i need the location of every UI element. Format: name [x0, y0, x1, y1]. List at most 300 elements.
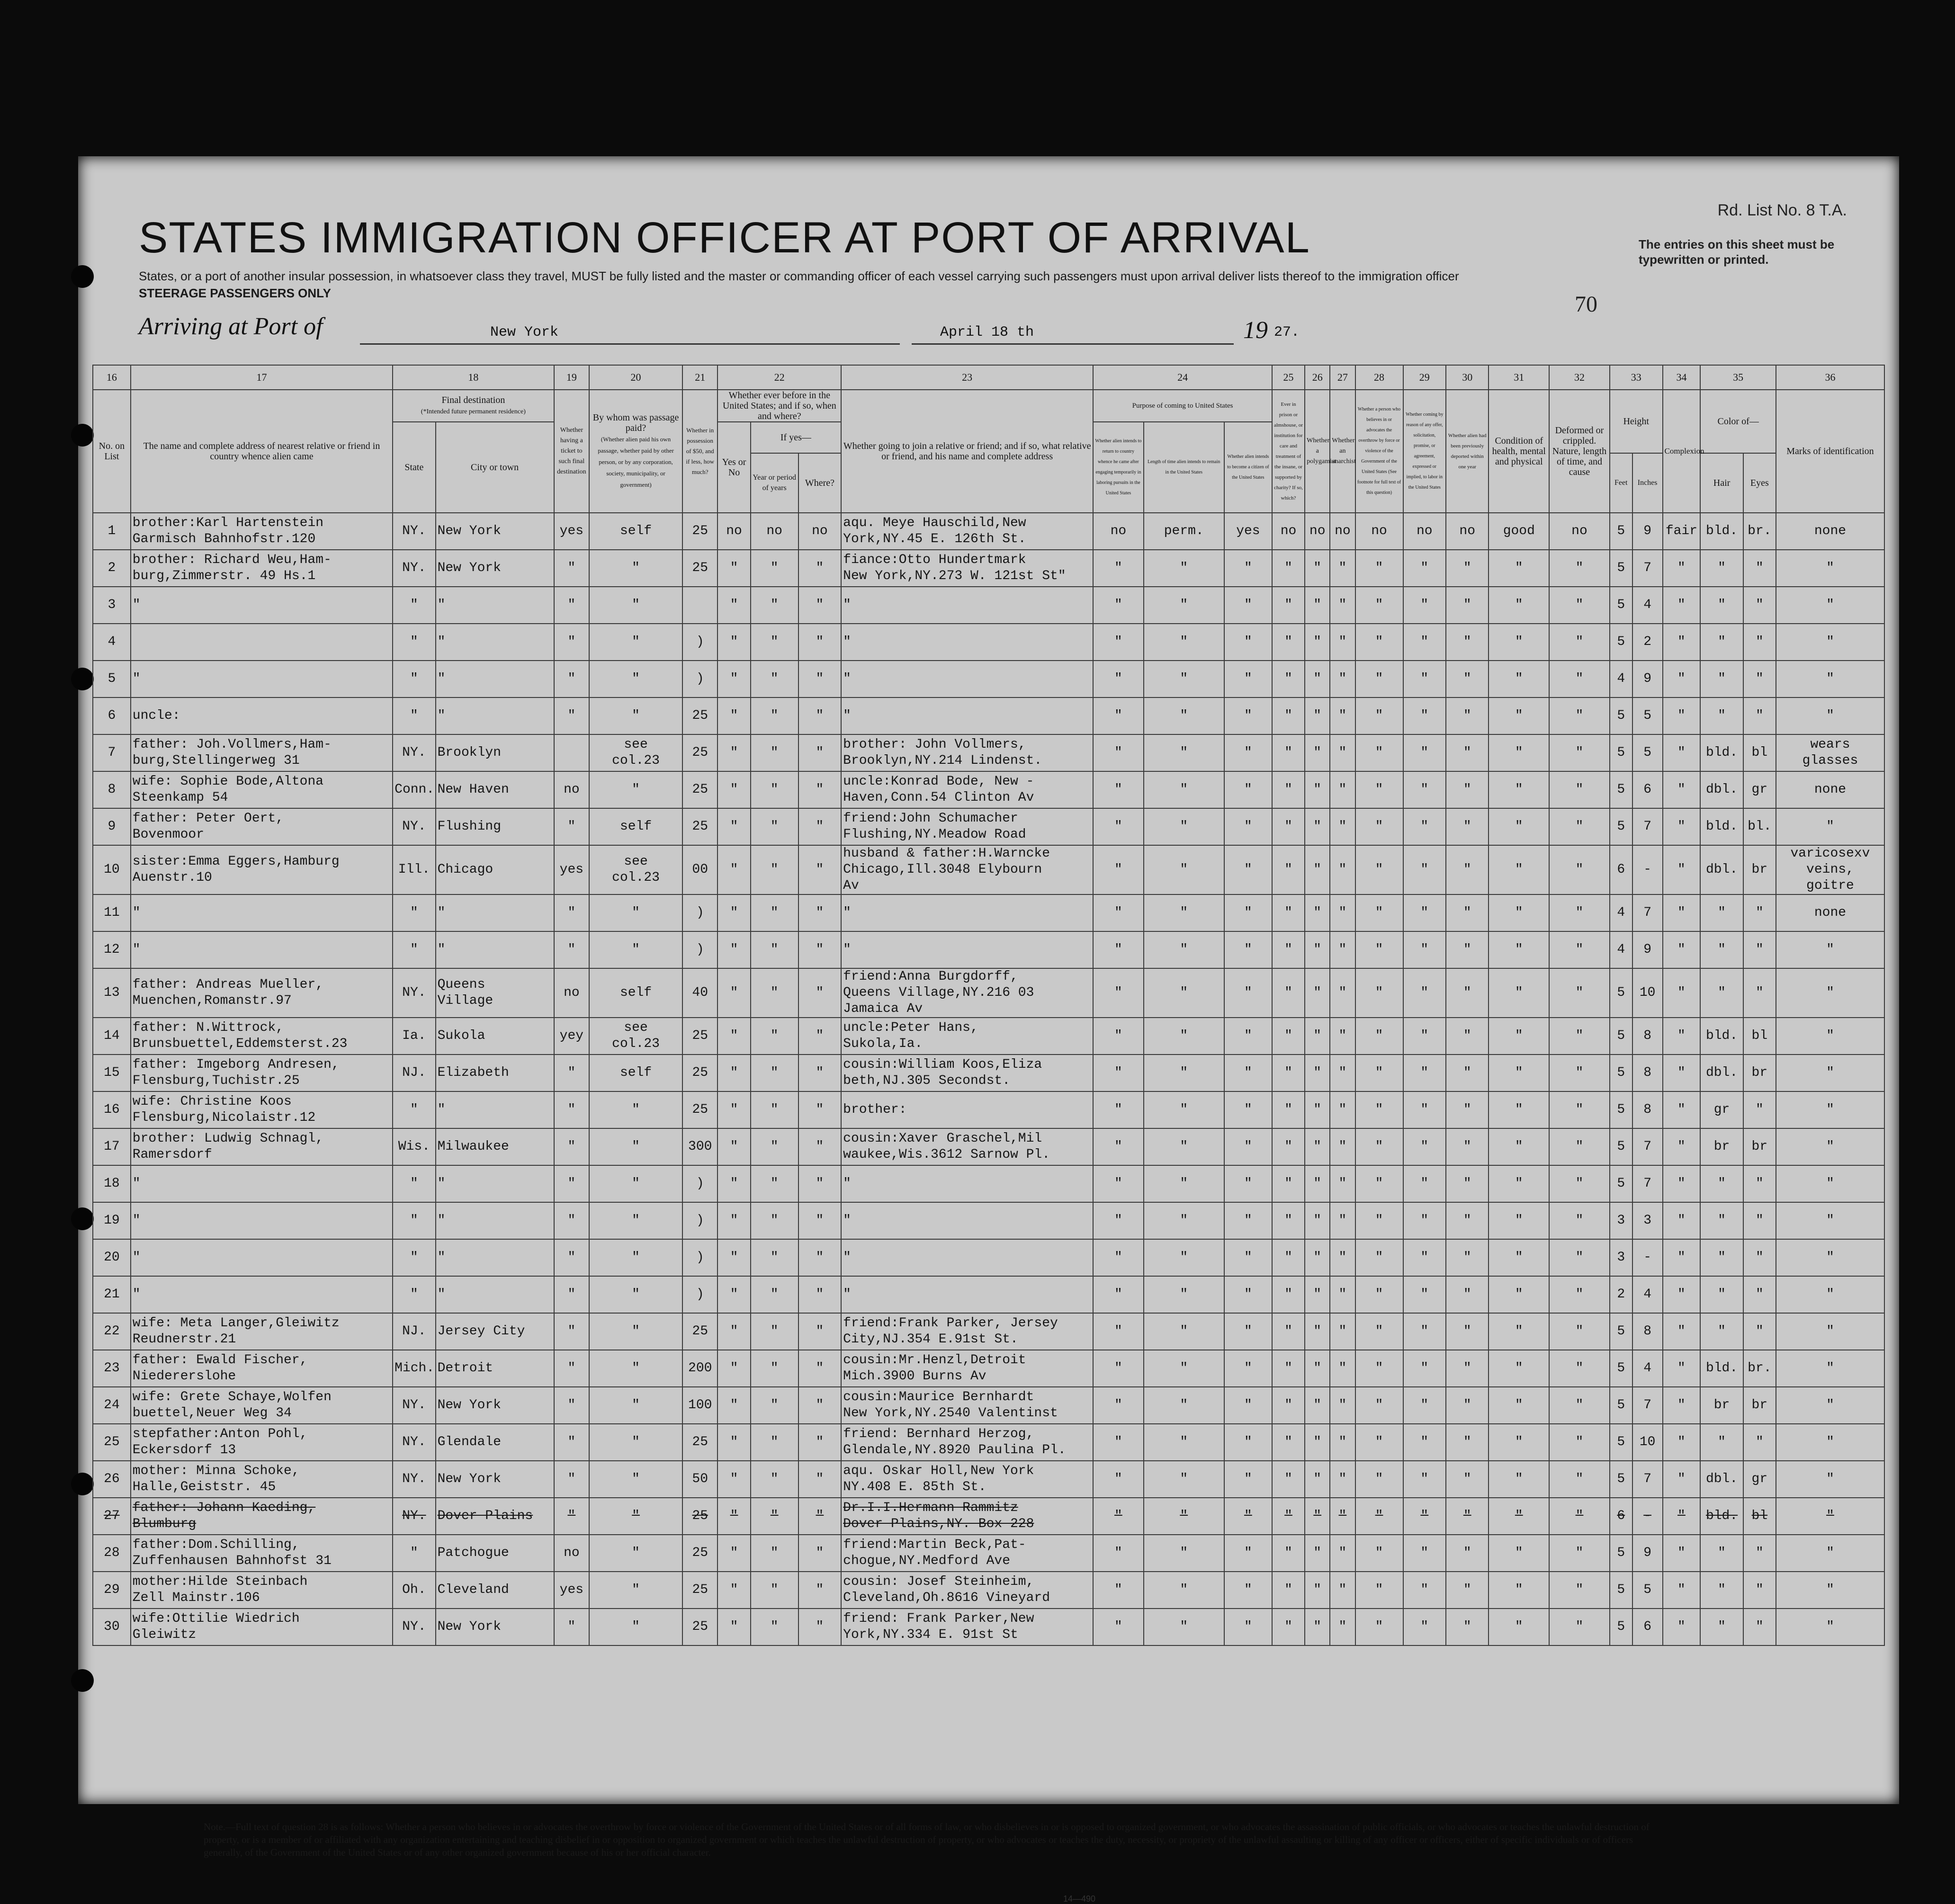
cell-no: 1 [93, 513, 131, 550]
cell-contract: " [1403, 771, 1446, 808]
cell-money: 25 [682, 550, 717, 587]
cell-complexion: " [1663, 1350, 1701, 1387]
colnum: 17 [131, 365, 393, 390]
cell-state: " [393, 1276, 435, 1313]
cell-inches: 4 [1632, 1276, 1663, 1313]
cell-inches: 8 [1632, 1055, 1663, 1091]
cell-complexion: fair [1663, 513, 1701, 550]
cell-state: NY. [393, 808, 435, 845]
cell-health: " [1489, 1498, 1549, 1535]
cell-ticket: yey [554, 1018, 589, 1055]
cell-purpose-citizen: " [1224, 845, 1272, 894]
cell-relative: wife: Sophie Bode,Altona Steenkamp 54 [131, 771, 393, 808]
cell-where: " [798, 1609, 841, 1645]
cell-relative: " [131, 1239, 393, 1276]
punch-hole [71, 1473, 94, 1495]
cell-ticket: " [554, 1609, 589, 1645]
cell-hair: " [1700, 968, 1743, 1018]
cell-eyes: " [1743, 968, 1776, 1018]
cell-where: " [798, 1055, 841, 1091]
cell-city: " [436, 587, 554, 624]
cell-purpose-length: " [1144, 550, 1224, 587]
cell-purpose-return: " [1093, 1165, 1143, 1202]
cell-deformed: " [1549, 624, 1610, 661]
table-row [93, 697, 1884, 734]
cell-purpose-length: " [1144, 845, 1224, 894]
cell-health: " [1489, 1424, 1549, 1461]
cell-deformed: " [1549, 697, 1610, 734]
cell-before: " [717, 1535, 750, 1572]
cell-purpose-return: " [1093, 1387, 1143, 1424]
cell-polygamist: " [1305, 1239, 1330, 1276]
cell-purpose-return: " [1093, 845, 1143, 894]
cell-deformed: " [1549, 734, 1610, 771]
col-before-in-us: Whether ever before in the United States; and if so, when and where? [717, 390, 841, 422]
cell-overthrow: " [1355, 968, 1403, 1018]
cell-city: " [436, 1239, 554, 1276]
cell-anarchist: " [1330, 1572, 1355, 1609]
cell-anarchist: " [1330, 845, 1355, 894]
cell-relative: " [131, 894, 393, 931]
cell-prison: " [1272, 1165, 1305, 1202]
cell-eyes: " [1743, 1276, 1776, 1313]
cell-purpose-citizen: " [1224, 1091, 1272, 1128]
cell-ticket: " [554, 1276, 589, 1313]
cell-ticket: " [554, 808, 589, 845]
cell-join: " [841, 624, 1093, 661]
cell-health: " [1489, 587, 1549, 624]
cell-prison: " [1272, 931, 1305, 968]
table-row [93, 734, 1884, 771]
cell-health: " [1489, 808, 1549, 845]
cell-anarchist: " [1330, 1018, 1355, 1055]
colnum: 28 [1355, 365, 1403, 390]
cell-join: friend:Frank Parker, Jersey City,NJ.354 E.91st St. [841, 1313, 1093, 1350]
cell-year: " [751, 1535, 798, 1572]
cell-where: " [798, 1091, 841, 1128]
colnum: 18 [393, 365, 554, 390]
cell-eyes: " [1743, 1202, 1776, 1239]
cell-purpose-return: " [1093, 550, 1143, 587]
cell-paid: " [589, 1165, 682, 1202]
cell-contract: " [1403, 968, 1446, 1018]
cell-inches: 9 [1632, 931, 1663, 968]
cell-where: " [798, 661, 841, 697]
cell-marks: " [1776, 808, 1884, 845]
cell-anarchist: " [1330, 1313, 1355, 1350]
cell-where: " [798, 550, 841, 587]
cell-relative: " [131, 931, 393, 968]
cell-overthrow: " [1355, 1202, 1403, 1239]
cell-state: NY. [393, 513, 435, 550]
cell-inches: 5 [1632, 734, 1663, 771]
cell-ticket: no [554, 1535, 589, 1572]
cell-marks: " [1776, 1313, 1884, 1350]
cell-polygamist: " [1305, 1535, 1330, 1572]
table-row [93, 1128, 1884, 1165]
cell-inches: 7 [1632, 550, 1663, 587]
cell-city: New York [436, 513, 554, 550]
col-prison: Ever in prison or almshouse, or institution for care and treatment of the insane, or supported by charity? If so, which? [1272, 390, 1305, 513]
cell-purpose-return: " [1093, 1055, 1143, 1091]
cell-overthrow: " [1355, 624, 1403, 661]
cell-relative: brother: Richard Weu,Ham- burg,Zimmerstr. 49 Hs.1 [131, 550, 393, 587]
cell-feet: 4 [1610, 894, 1632, 931]
column-number-row [93, 365, 1884, 390]
cell-feet: 5 [1610, 697, 1632, 734]
cell-no: 9 [93, 808, 131, 845]
cell-polygamist: " [1305, 1055, 1330, 1091]
cell-hair: " [1700, 550, 1743, 587]
cell-where: " [798, 1535, 841, 1572]
cell-marks: " [1776, 1239, 1884, 1276]
cell-purpose-citizen: " [1224, 1055, 1272, 1091]
cell-purpose-citizen: " [1224, 1128, 1272, 1165]
cell-join: " [841, 661, 1093, 697]
cell-overthrow: " [1355, 587, 1403, 624]
cell-purpose-length: " [1144, 1572, 1224, 1609]
cell-city: " [436, 1202, 554, 1239]
cell-paid: " [589, 1424, 682, 1461]
cell-join: brother: [841, 1091, 1093, 1128]
cell-deformed: " [1549, 894, 1610, 931]
cell-purpose-length: " [1144, 1091, 1224, 1128]
cell-feet: 5 [1610, 1313, 1632, 1350]
punch-hole [71, 1669, 94, 1692]
cell-state: NY. [393, 1461, 435, 1498]
cell-paid: " [589, 1498, 682, 1535]
cell-polygamist: " [1305, 1572, 1330, 1609]
col-city: City or town [436, 422, 554, 513]
cell-contract: " [1403, 1018, 1446, 1055]
cell-relative: father: Peter Oert, Bovenmoor [131, 808, 393, 845]
cell-complexion: " [1663, 968, 1701, 1018]
cell-inches: 7 [1632, 1165, 1663, 1202]
cell-money: ) [682, 661, 717, 697]
cell-prison: " [1272, 1239, 1305, 1276]
cell-contract: " [1403, 1424, 1446, 1461]
cell-deformed: " [1549, 1424, 1610, 1461]
cell-marks: " [1776, 697, 1884, 734]
cell-contract: " [1403, 1461, 1446, 1498]
cell-paid: " [589, 931, 682, 968]
cell-purpose-return: " [1093, 1018, 1143, 1055]
cell-eyes: br. [1743, 513, 1776, 550]
cell-before: " [717, 845, 750, 894]
cell-join: cousin:William Koos,Eliza beth,NJ.305 Secondst. [841, 1055, 1093, 1091]
cell-hair: " [1700, 1535, 1743, 1572]
cell-marks: none [1776, 513, 1884, 550]
cell-no: 17 [93, 1128, 131, 1165]
cell-eyes: " [1743, 894, 1776, 931]
cell-where: " [798, 1128, 841, 1165]
cell-relative: sister:Emma Eggers,Hamburg Auenstr.10 [131, 845, 393, 894]
cell-year: " [751, 1424, 798, 1461]
cell-hair: " [1700, 1609, 1743, 1645]
col-purpose-citizen: Whether alien intends to become a citizen of the United States [1224, 422, 1272, 513]
cell-relative: mother:Hilde Steinbach Zell Mainstr.106 [131, 1572, 393, 1609]
cell-feet: 6 [1610, 1498, 1632, 1535]
colnum: 35 [1700, 365, 1776, 390]
cell-complexion: " [1663, 661, 1701, 697]
cell-feet: 5 [1610, 1055, 1632, 1091]
cell-polygamist: " [1305, 808, 1330, 845]
cell-state: NY. [393, 550, 435, 587]
table-row [93, 1535, 1884, 1572]
cell-marks: " [1776, 1055, 1884, 1091]
cell-overthrow: " [1355, 1461, 1403, 1498]
cell-ticket: no [554, 771, 589, 808]
cell-eyes: br [1743, 1387, 1776, 1424]
cell-deformed: " [1549, 1535, 1610, 1572]
cell-state: " [393, 1165, 435, 1202]
cell-money: 50 [682, 1461, 717, 1498]
cell-overthrow: " [1355, 1018, 1403, 1055]
cell-anarchist: " [1330, 968, 1355, 1018]
cell-deformed: " [1549, 1239, 1610, 1276]
cell-ticket: " [554, 1128, 589, 1165]
cell-year: " [751, 931, 798, 968]
cell-deformed: " [1549, 1055, 1610, 1091]
cell-state: Conn. [393, 771, 435, 808]
cell-relative: father: Andreas Mueller, Muenchen,Romanstr.97 [131, 968, 393, 1018]
cell-relative: father: Ewald Fischer, Niedererslohe [131, 1350, 393, 1387]
cell-purpose-return: " [1093, 697, 1143, 734]
colnum: 22 [717, 365, 841, 390]
cell-no: 25 [93, 1424, 131, 1461]
cell-prison: " [1272, 734, 1305, 771]
cell-contract: " [1403, 550, 1446, 587]
cell-ticket: no [554, 968, 589, 1018]
cell-prison: " [1272, 587, 1305, 624]
cell-city: " [436, 931, 554, 968]
cell-deformed: " [1549, 1461, 1610, 1498]
cell-state: " [393, 1202, 435, 1239]
cell-purpose-citizen: " [1224, 1387, 1272, 1424]
cell-state: " [393, 894, 435, 931]
cell-deformed: " [1549, 931, 1610, 968]
cell-money: 25 [682, 734, 717, 771]
cell-year: no [751, 513, 798, 550]
cell-before: " [717, 1461, 750, 1498]
cell-join: husband & father:H.Warncke Chicago,Ill.3048 Elybourn Av [841, 845, 1093, 894]
cell-state: Mich. [393, 1350, 435, 1387]
cell-purpose-citizen: " [1224, 624, 1272, 661]
col-anarchist: Whether an anarchist [1330, 390, 1355, 513]
cell-year: " [751, 845, 798, 894]
cell-marks: " [1776, 1276, 1884, 1313]
cell-city: Patchogue [436, 1535, 554, 1572]
cell-state: " [393, 1535, 435, 1572]
cell-city: " [436, 1091, 554, 1128]
typewritten-note: The entries on this sheet must be typewritten or printed. [1639, 237, 1835, 267]
cell-year: " [751, 1276, 798, 1313]
cell-purpose-return: " [1093, 1128, 1143, 1165]
cell-marks: " [1776, 931, 1884, 968]
cell-health: " [1489, 968, 1549, 1018]
cell-paid: self [589, 1055, 682, 1091]
cell-city: Detroit [436, 1350, 554, 1387]
cell-prison: " [1272, 550, 1305, 587]
cell-eyes: " [1743, 1239, 1776, 1276]
table-row [93, 845, 1884, 894]
cell-purpose-citizen: " [1224, 968, 1272, 1018]
cell-prison: " [1272, 1091, 1305, 1128]
cell-health: " [1489, 697, 1549, 734]
cell-city: Sukola [436, 1018, 554, 1055]
cell-join: cousin:Maurice Bernhardt New York,NY.2540 Valentinst [841, 1387, 1093, 1424]
cell-prison: " [1272, 1350, 1305, 1387]
table-row [93, 771, 1884, 808]
cell-marks: " [1776, 1461, 1884, 1498]
cell-city: Glendale [436, 1424, 554, 1461]
cell-where: " [798, 697, 841, 734]
cell-hair: " [1700, 661, 1743, 697]
cell-complexion: " [1663, 1128, 1701, 1165]
table-row [93, 894, 1884, 931]
cell-eyes: " [1743, 624, 1776, 661]
cell-health: " [1489, 1535, 1549, 1572]
cell-year: " [751, 1055, 798, 1091]
cell-health: " [1489, 931, 1549, 968]
cell-overthrow: " [1355, 1276, 1403, 1313]
cell-eyes: " [1743, 697, 1776, 734]
cell-deported: " [1446, 587, 1489, 624]
cell-inches: 9 [1632, 661, 1663, 697]
cell-no: 6 [93, 697, 131, 734]
cell-deported: " [1446, 1128, 1489, 1165]
cell-deformed: " [1549, 1165, 1610, 1202]
cell-deported: " [1446, 968, 1489, 1018]
cell-paid: " [589, 1572, 682, 1609]
cell-overthrow: " [1355, 1313, 1403, 1350]
cell-prison: " [1272, 661, 1305, 697]
cell-health: " [1489, 1091, 1549, 1128]
col-polygamist: Whether a polygamist [1305, 390, 1330, 513]
cell-ticket: " [554, 1350, 589, 1387]
cell-no: 12 [93, 931, 131, 968]
col-if-yes: If yes— [751, 422, 842, 453]
cell-hair: " [1700, 1313, 1743, 1350]
cell-feet: 2 [1610, 1276, 1632, 1313]
cell-no: 13 [93, 968, 131, 1018]
colnum: 21 [682, 365, 717, 390]
cell-inches: 5 [1632, 697, 1663, 734]
cell-prison: " [1272, 894, 1305, 931]
cell-marks: " [1776, 1018, 1884, 1055]
cell-purpose-length: " [1144, 894, 1224, 931]
cell-marks: none [1776, 894, 1884, 931]
cell-purpose-length: " [1144, 1350, 1224, 1387]
cell-no: 24 [93, 1387, 131, 1424]
cell-marks: " [1776, 1535, 1884, 1572]
cell-year: " [751, 1313, 798, 1350]
cell-purpose-length: " [1144, 1313, 1224, 1350]
cell-inches: 10 [1632, 968, 1663, 1018]
cell-health: " [1489, 894, 1549, 931]
cell-anarchist: " [1330, 1239, 1355, 1276]
cell-relative: " [131, 661, 393, 697]
cell-no: 15 [93, 1055, 131, 1091]
cell-overthrow: " [1355, 771, 1403, 808]
cell-anarchist: " [1330, 1091, 1355, 1128]
cell-marks: " [1776, 1498, 1884, 1535]
cell-anarchist: " [1330, 1165, 1355, 1202]
cell-paid: " [589, 1609, 682, 1645]
cell-where: " [798, 624, 841, 661]
cell-no: 30 [93, 1609, 131, 1645]
colnum: 27 [1330, 365, 1355, 390]
cell-feet: 5 [1610, 513, 1632, 550]
cell-deported: " [1446, 931, 1489, 968]
cell-money: 00 [682, 845, 717, 894]
cell-polygamist: " [1305, 1609, 1330, 1645]
cell-deformed: " [1549, 1350, 1610, 1387]
cell-polygamist: " [1305, 968, 1330, 1018]
cell-deported: " [1446, 624, 1489, 661]
cell-contract: " [1403, 1091, 1446, 1128]
cell-no: 22 [93, 1313, 131, 1350]
cell-hair: " [1700, 587, 1743, 624]
cell-complexion: " [1663, 771, 1701, 808]
form-subtitle [139, 268, 1654, 302]
cell-no: 19 [93, 1202, 131, 1239]
arriving-label: Arriving at Port of [139, 313, 323, 340]
cell-year: " [751, 1165, 798, 1202]
cell-complexion: " [1663, 931, 1701, 968]
cell-purpose-length: " [1144, 1498, 1224, 1535]
cell-state: " [393, 624, 435, 661]
cell-health: " [1489, 1165, 1549, 1202]
cell-where: " [798, 1424, 841, 1461]
cell-deformed: " [1549, 1091, 1610, 1128]
table-row [93, 1350, 1884, 1387]
cell-state: NJ. [393, 1055, 435, 1091]
cell-paid: " [589, 587, 682, 624]
cell-no: 4 [93, 624, 131, 661]
cell-ticket: " [554, 587, 589, 624]
cell-anarchist: " [1330, 1424, 1355, 1461]
cell-relative: father: Imgeborg Andresen, Flensburg,Tuchistr.25 [131, 1055, 393, 1091]
col-hair: Hair [1700, 453, 1743, 513]
table-row [93, 661, 1884, 697]
cell-no: 28 [93, 1535, 131, 1572]
cell-ticket: " [554, 894, 589, 931]
cell-polygamist: " [1305, 845, 1330, 894]
cell-anarchist: " [1330, 1535, 1355, 1572]
cell-purpose-length: " [1144, 771, 1224, 808]
table-row [93, 587, 1884, 624]
cell-purpose-citizen: " [1224, 1239, 1272, 1276]
cell-hair: " [1700, 931, 1743, 968]
cell-anarchist: " [1330, 1055, 1355, 1091]
cell-polygamist: " [1305, 624, 1330, 661]
cell-no: 7 [93, 734, 131, 771]
cell-contract: " [1403, 1055, 1446, 1091]
cell-where: " [798, 587, 841, 624]
cell-year: " [751, 1609, 798, 1645]
cell-inches: - [1632, 1239, 1663, 1276]
cell-hair: bld. [1700, 808, 1743, 845]
cell-eyes: gr [1743, 771, 1776, 808]
cell-health: " [1489, 845, 1549, 894]
cell-inches: 6 [1632, 771, 1663, 808]
cell-purpose-return: " [1093, 771, 1143, 808]
year-suffix: 27. [1274, 324, 1300, 340]
cell-deported: " [1446, 1276, 1489, 1313]
cell-purpose-return: " [1093, 808, 1143, 845]
cell-join: friend: Frank Parker,New York,NY.334 E. 91st St [841, 1609, 1093, 1645]
